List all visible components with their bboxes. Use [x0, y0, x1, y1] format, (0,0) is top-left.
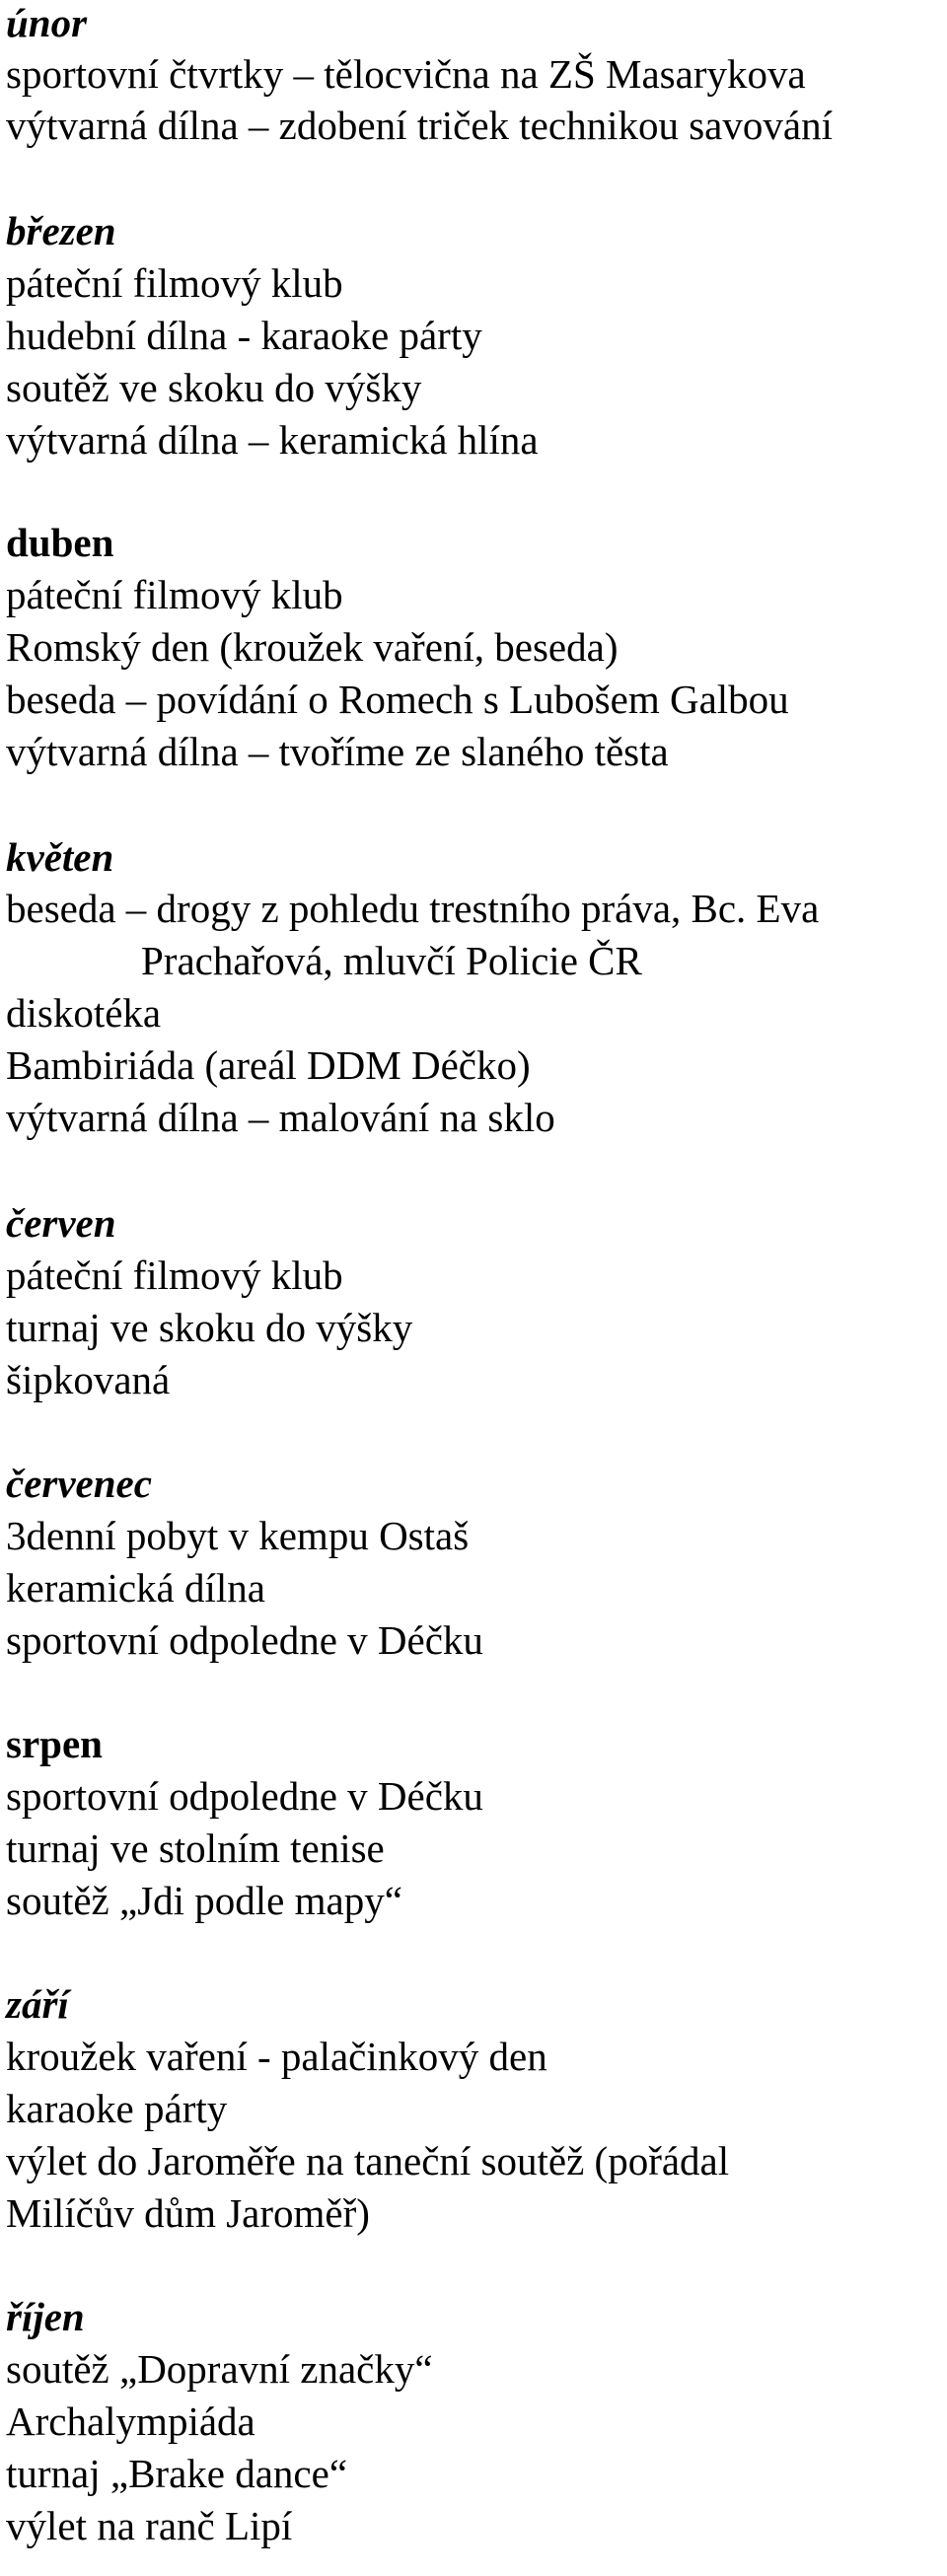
list-item: Romský den (kroužek vaření, beseda) [6, 624, 619, 670]
month-heading-duben: duben [6, 520, 114, 565]
list-item: soutěž ve skoku do výšky [6, 365, 422, 410]
list-item: soutěž „Dopravní značky“ [6, 2346, 433, 2392]
list-item: šipkovaná [6, 1357, 171, 1402]
list-item: páteční filmový klub [6, 1252, 343, 1298]
month-heading-srpen: srpen [6, 1721, 103, 1766]
list-item: turnaj ve stolním tenise [6, 1825, 385, 1871]
list-item: kroužek vaření - palačinkový den [6, 2034, 547, 2079]
list-item-continuation: Milíčův dům Jaroměř) [6, 2190, 370, 2236]
list-item: 3denní pobyt v kempu Ostaš [6, 1513, 470, 1558]
list-item: páteční filmový klub [6, 260, 343, 306]
list-item: soutěž „Jdi podle mapy“ [6, 1878, 402, 1923]
list-item: výtvarná dílna – zdobení triček technikou savování [6, 103, 833, 148]
list-item: turnaj „Brake dance“ [6, 2451, 348, 2496]
list-item: výtvarná dílna – keramická hlína [6, 417, 539, 463]
list-item: keramická dílna [6, 1565, 265, 1610]
list-item: sportovní odpoledne v Déčku [6, 1773, 483, 1819]
month-heading-zari: září [6, 1981, 69, 2027]
list-item: diskotéka [6, 990, 162, 1036]
month-heading-cervenec: červenec [6, 1461, 152, 1506]
list-item: karaoke párty [6, 2086, 228, 2131]
month-heading-unor: únor [6, 0, 88, 45]
list-item: výtvarná dílna – malování na sklo [6, 1095, 555, 1140]
list-item: sportovní čtvrtky – tělocvična na ZŠ Masarykova [6, 51, 806, 97]
list-item: turnaj ve skoku do výšky [6, 1305, 413, 1350]
list-item: hudební dílna - karaoke párty [6, 313, 482, 358]
list-item: výlet do Jaroměře na taneční soutěž (pořádal [6, 2138, 730, 2183]
list-item: Archalympiáda [6, 2398, 255, 2444]
list-item: beseda – drogy z pohledu trestního práva, Bc. Eva [6, 886, 820, 931]
list-item: páteční filmový klub [6, 572, 343, 617]
month-heading-cerven: červen [6, 1200, 116, 1246]
month-heading-rijen: říjen [6, 2294, 85, 2339]
list-item: beseda – povídání o Romech s Lubošem Galbou [6, 677, 789, 722]
list-item: Bambiriáda (areál DDM Déčko) [6, 1042, 531, 1088]
month-heading-brezen: březen [6, 208, 116, 253]
list-item: výtvarná dílna – tvoříme ze slaného těsta [6, 729, 669, 774]
list-item: výlet na ranč Lipí [6, 2503, 293, 2548]
list-item-continuation: Prachařová, mluvčí Policie ČR [141, 938, 642, 983]
list-item: sportovní odpoledne v Déčku [6, 1617, 483, 1663]
month-heading-kveten: květen [6, 834, 114, 880]
